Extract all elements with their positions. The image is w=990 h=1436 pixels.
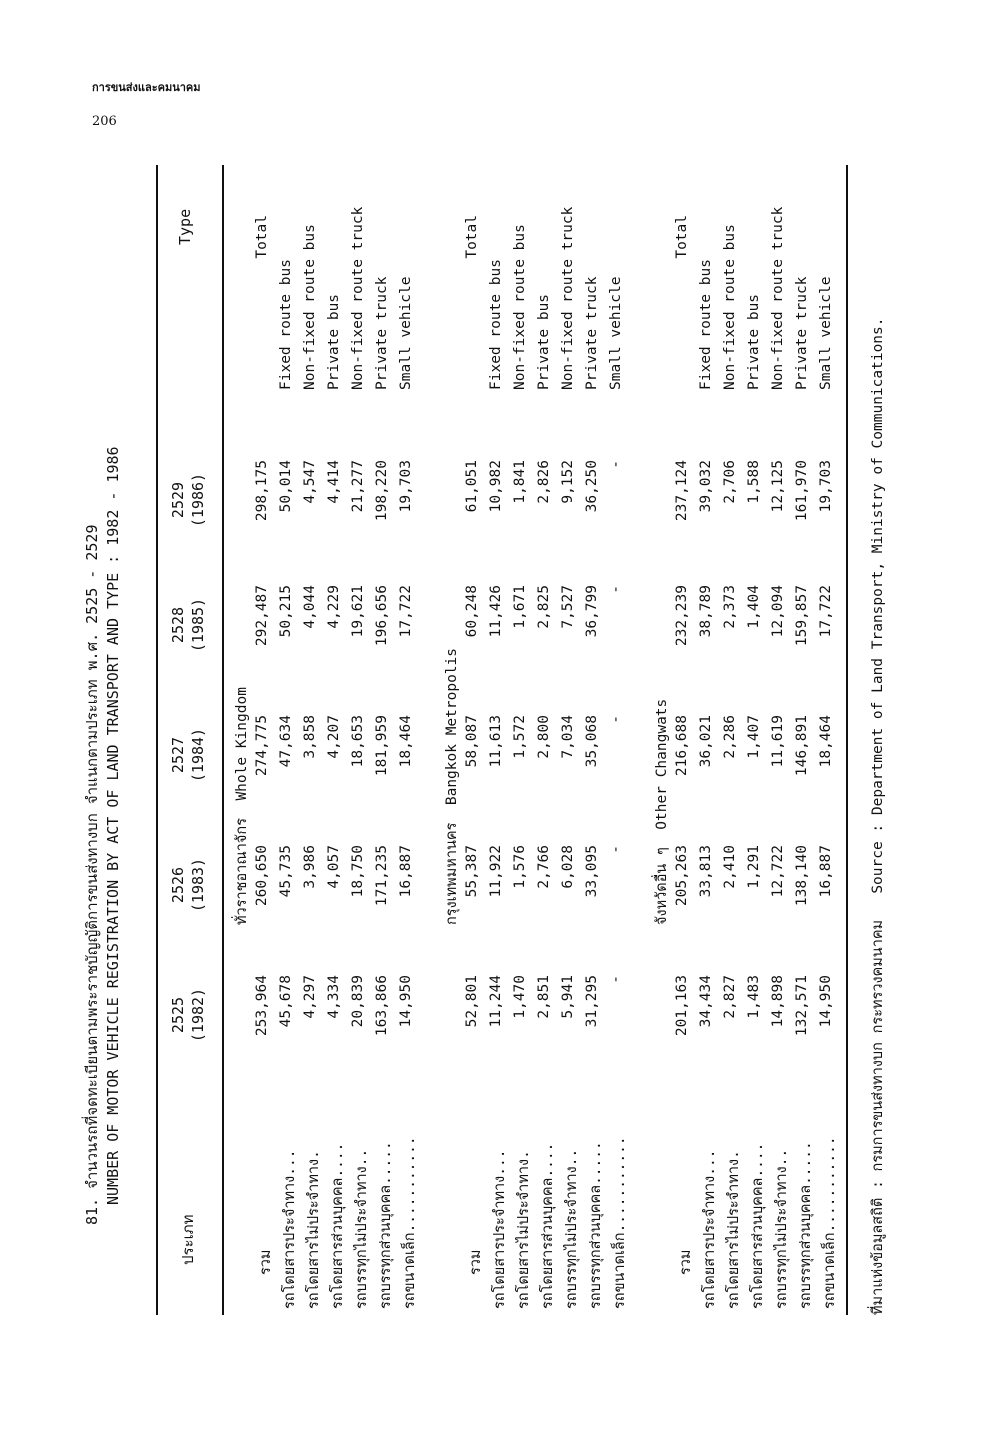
row-label-thai: รถบรรทุกส่วนบุคคล..... — [798, 1141, 814, 1309]
cell-value: 55,387 — [464, 845, 480, 898]
cell-value: 274,775 — [254, 715, 270, 777]
section-heading-thai: กรุงเทพมหานคร — [444, 822, 460, 925]
cell-value: 1,291 — [746, 845, 762, 889]
cell-value: 14,898 — [770, 975, 786, 1028]
cell-value: 4,414 — [326, 460, 342, 504]
table-row — [374, 165, 400, 1355]
cell-value: 181,959 — [374, 715, 390, 777]
cell-value: 5,941 — [560, 975, 576, 1019]
year-header-2: 2526 (1983) — [169, 857, 207, 913]
row-label-english: Private truck — [794, 276, 810, 390]
row-label-english: Private truck — [584, 276, 600, 390]
cell-value: 201,163 — [674, 975, 690, 1037]
table-row — [608, 165, 634, 1355]
cell-value: 1,671 — [512, 585, 528, 629]
cell-value: 11,613 — [488, 715, 504, 768]
table-row — [674, 165, 700, 1355]
section-heading-english: Whole Kingdom — [234, 687, 250, 801]
row-label-english: Non-fixed route bus — [722, 224, 738, 390]
cell-value: 4,044 — [302, 585, 318, 629]
cell-value: 4,297 — [302, 975, 318, 1019]
cell-value: 4,057 — [326, 845, 342, 889]
cell-value: 58,087 — [464, 715, 480, 768]
cell-value: 7,034 — [560, 715, 576, 759]
cell-value: - — [608, 585, 624, 594]
row-label-thai: รถบรรทุกไม่ประจำทาง.. — [774, 1148, 790, 1309]
row-label-english: Private bus — [326, 293, 342, 390]
cell-value: 50,215 — [278, 585, 294, 638]
cell-value: 2,825 — [536, 585, 552, 629]
cell-value: 18,653 — [350, 715, 366, 768]
type-header-english: Type — [176, 208, 194, 245]
source-english: Source : Department of Land Transport, Ministry of Communications. — [870, 317, 886, 894]
cell-value: 4,229 — [326, 585, 342, 629]
cell-value: 1,841 — [512, 460, 528, 504]
cell-value: - — [608, 845, 624, 854]
row-label-thai: รถขนาดเล็ก........... — [402, 1136, 418, 1309]
section-heading — [440, 648, 463, 925]
cell-value: 50,014 — [278, 460, 294, 513]
cell-value: 1,588 — [746, 460, 762, 504]
year-header-4: 2528 (1985) — [169, 597, 207, 653]
row-label-english: Total — [464, 215, 480, 259]
cell-value: 11,619 — [770, 715, 786, 768]
cell-value: 36,021 — [698, 715, 714, 768]
bottom-rule — [846, 165, 848, 1315]
cell-value: 14,950 — [398, 975, 414, 1028]
running-header: การขนส่งและคมนาคม — [92, 81, 201, 94]
row-label-english: Non-fixed route truck — [560, 206, 576, 390]
cell-value: 47,634 — [278, 715, 294, 768]
row-label-thai: รวม — [258, 1249, 274, 1275]
cell-value: 39,032 — [698, 460, 714, 513]
section-heading-thai: ทั่วราชอาณาจักร — [234, 818, 250, 925]
cell-value: 12,125 — [770, 460, 786, 513]
cell-value: 196,656 — [374, 585, 390, 647]
row-label-thai: รถขนาดเล็ก........... — [612, 1136, 628, 1309]
table-row — [488, 165, 514, 1355]
cell-value: - — [608, 715, 624, 724]
cell-value: 171,235 — [374, 845, 390, 907]
cell-value: 1,470 — [512, 975, 528, 1019]
cell-value: 253,964 — [254, 975, 270, 1037]
table-row — [818, 165, 844, 1355]
row-label-thai: รถโดยสารไม่ประจำทาง. — [726, 1150, 742, 1309]
row-label-english: Non-fixed route truck — [770, 206, 786, 390]
section-heading-english: Bangkok Metropolis — [444, 648, 460, 806]
cell-value: 2,851 — [536, 975, 552, 1019]
cell-value: 6,028 — [560, 845, 576, 889]
table-row — [560, 165, 586, 1355]
row-label-thai: รถโดยสารส่วนบุคคล.... — [540, 1142, 556, 1309]
table-row — [794, 165, 820, 1355]
row-label-english: Private bus — [746, 293, 762, 390]
row-label-english: Small vehicle — [608, 276, 624, 390]
table-row — [584, 165, 610, 1355]
row-label-thai: รถบรรทุกส่วนบุคคล..... — [378, 1141, 394, 1309]
cell-value: - — [608, 460, 624, 469]
cell-value: 216,688 — [674, 715, 690, 777]
cell-value: 20,839 — [350, 975, 366, 1028]
row-label-english: Non-fixed route bus — [512, 224, 528, 390]
cell-value: 260,650 — [254, 845, 270, 907]
cell-value: 2,706 — [722, 460, 738, 504]
cell-value: 1,404 — [746, 585, 762, 629]
cell-value: 18,464 — [818, 715, 834, 768]
cell-value: 11,426 — [488, 585, 504, 638]
section-heading — [650, 699, 673, 925]
row-label-thai: รถโดยสารประจำทาง... — [282, 1149, 298, 1309]
cell-value: 19,703 — [818, 460, 834, 513]
row-label-thai: รถบรรทุกไม่ประจำทาง.. — [564, 1148, 580, 1309]
table-row — [536, 165, 562, 1355]
table-row — [746, 165, 772, 1355]
cell-value: 16,887 — [818, 845, 834, 898]
rotated-table-page — [66, 165, 916, 1355]
cell-value: 12,094 — [770, 585, 786, 638]
cell-value: 19,703 — [398, 460, 414, 513]
source-thai: ที่มาแห่งข้อมูลสถิติ : กรมการขนส่งทางบก กระทรวงคมนาคม — [870, 919, 886, 1315]
cell-value: 161,970 — [794, 460, 810, 522]
cell-value: 14,950 — [818, 975, 834, 1028]
cell-value: 38,789 — [698, 585, 714, 638]
cell-value: 17,722 — [398, 585, 414, 638]
year-header-1: 2525 (1982) — [169, 987, 207, 1043]
cell-value: 2,766 — [536, 845, 552, 889]
cell-value: 45,735 — [278, 845, 294, 898]
cell-value: 31,295 — [584, 975, 600, 1028]
cell-value: 7,527 — [560, 585, 576, 629]
table-row — [512, 165, 538, 1355]
cell-value: 237,124 — [674, 460, 690, 522]
table-row — [302, 165, 328, 1355]
row-label-thai: รถโดยสารไม่ประจำทาง. — [516, 1150, 532, 1309]
table-row — [770, 165, 796, 1355]
cell-value: 3,986 — [302, 845, 318, 889]
row-label-thai: รถโดยสารไม่ประจำทาง. — [306, 1150, 322, 1309]
cell-value: 1,572 — [512, 715, 528, 759]
cell-value: 292,487 — [254, 585, 270, 647]
cell-value: 1,407 — [746, 715, 762, 759]
table-row — [398, 165, 424, 1355]
section-heading-english: Other Changwats — [654, 698, 670, 830]
row-label-english: Private truck — [374, 276, 390, 390]
cell-value: 298,175 — [254, 460, 270, 522]
row-label-thai: รถบรรทุกไม่ประจำทาง.. — [354, 1148, 370, 1309]
table-row — [278, 165, 304, 1355]
section-heading — [230, 687, 253, 925]
cell-value: 1,483 — [746, 975, 762, 1019]
row-label-english: Non-fixed route truck — [350, 206, 366, 390]
row-label-thai: รถขนาดเล็ก........... — [822, 1136, 838, 1309]
cell-value: 4,334 — [326, 975, 342, 1019]
row-label-thai: รถโดยสารประจำทาง... — [492, 1149, 508, 1309]
cell-value: 3,858 — [302, 715, 318, 759]
table-title-thai: 81. จำนวนรถที่จดทะเบียนตามพระราชบัญญัติการขนส่งทางบก จำแนกตามประเภท พ.ศ. 2525 - 2529 — [83, 524, 101, 1225]
row-label-english: Fixed route bus — [488, 259, 504, 390]
cell-value: 60,248 — [464, 585, 480, 638]
section-heading-thai: จังหวัดอื่น ๆ — [654, 847, 670, 925]
cell-value: 2,827 — [722, 975, 738, 1019]
cell-value: 18,464 — [398, 715, 414, 768]
row-label-thai: รถโดยสารส่วนบุคคล.... — [330, 1142, 346, 1309]
cell-value: 11,922 — [488, 845, 504, 898]
cell-value: 2,286 — [722, 715, 738, 759]
cell-value: 4,207 — [326, 715, 342, 759]
header-rule — [222, 165, 224, 1315]
cell-value: 10,982 — [488, 460, 504, 513]
cell-value: 11,244 — [488, 975, 504, 1028]
table-row — [254, 165, 280, 1355]
row-label-english: Fixed route bus — [698, 259, 714, 390]
cell-value: 205,263 — [674, 845, 690, 907]
cell-value: 35,068 — [584, 715, 600, 768]
year-header-5: 2529 (1986) — [169, 472, 207, 528]
row-label-english: Total — [674, 215, 690, 259]
cell-value: 19,621 — [350, 585, 366, 638]
year-header-3: 2527 (1984) — [169, 727, 207, 783]
row-label-english: Small vehicle — [398, 276, 414, 390]
cell-value: 163,866 — [374, 975, 390, 1037]
cell-value: 17,722 — [818, 585, 834, 638]
cell-value: 2,826 — [536, 460, 552, 504]
row-label-thai: รถโดยสารประจำทาง... — [702, 1149, 718, 1309]
row-label-english: Small vehicle — [818, 276, 834, 390]
source-note — [866, 318, 889, 1316]
cell-value: 146,891 — [794, 715, 810, 777]
row-label-thai: รถโดยสารส่วนบุคคล.... — [750, 1142, 766, 1309]
cell-value: - — [608, 975, 624, 984]
cell-value: 52,801 — [464, 975, 480, 1028]
table-row — [722, 165, 748, 1355]
cell-value: 232,239 — [674, 585, 690, 647]
cell-value: 16,887 — [398, 845, 414, 898]
cell-value: 33,813 — [698, 845, 714, 898]
cell-value: 12,722 — [770, 845, 786, 898]
cell-value: 2,373 — [722, 585, 738, 629]
row-label-thai: รวม — [468, 1249, 484, 1275]
row-label-thai: รวม — [678, 1249, 694, 1275]
row-label-english: Non-fixed route bus — [302, 224, 318, 390]
cell-value: 198,220 — [374, 460, 390, 522]
row-label-english: Fixed route bus — [278, 259, 294, 390]
cell-value: 18,750 — [350, 845, 366, 898]
row-label-thai: รถบรรทุกส่วนบุคคล..... — [588, 1141, 604, 1309]
cell-value: 34,434 — [698, 975, 714, 1028]
row-label-english: Total — [254, 215, 270, 259]
cell-value: 132,571 — [794, 975, 810, 1037]
cell-value: 4,547 — [302, 460, 318, 504]
page-number: 206 — [92, 114, 117, 129]
cell-value: 45,678 — [278, 975, 294, 1028]
cell-value: 36,250 — [584, 460, 600, 513]
cell-value: 61,051 — [464, 460, 480, 513]
table-title-english: NUMBER OF MOTOR VEHICLE REGISTRATION BY ACT OF LAND TRANSPORT AND TYPE : 1982 - 1986 — [104, 446, 122, 1205]
top-rule — [156, 165, 158, 1315]
cell-value: 159,857 — [794, 585, 810, 647]
table-row — [464, 165, 490, 1355]
cell-value: 2,410 — [722, 845, 738, 889]
cell-value: 33,095 — [584, 845, 600, 898]
cell-value: 21,277 — [350, 460, 366, 513]
cell-value: 9,152 — [560, 460, 576, 504]
table-row — [326, 165, 352, 1355]
table-row — [698, 165, 724, 1355]
row-label-english: Private bus — [536, 293, 552, 390]
cell-value: 1,576 — [512, 845, 528, 889]
cell-value: 36,799 — [584, 585, 600, 638]
cell-value: 2,800 — [536, 715, 552, 759]
table-row — [350, 165, 376, 1355]
type-header-thai: ประเภท — [179, 1214, 197, 1265]
cell-value: 138,140 — [794, 845, 810, 907]
